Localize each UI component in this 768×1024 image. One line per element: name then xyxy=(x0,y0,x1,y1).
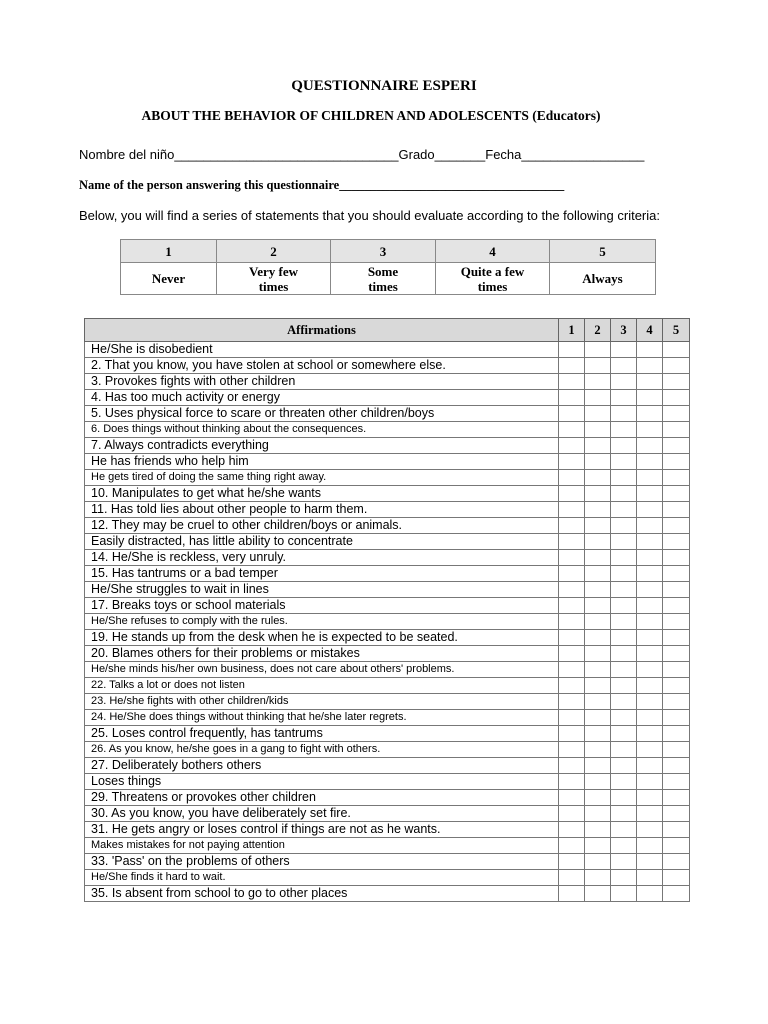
criteria-label: Some times xyxy=(331,263,436,295)
affirmation-text: He gets tired of doing the same thing right away. xyxy=(85,470,559,486)
score-cell[interactable] xyxy=(585,390,611,406)
score-cell[interactable] xyxy=(559,406,585,422)
score-cell[interactable] xyxy=(637,742,663,758)
score-cell[interactable] xyxy=(585,358,611,374)
score-cell[interactable] xyxy=(559,342,585,358)
score-cell[interactable] xyxy=(663,742,690,758)
affirmation-text: 23. He/she fights with other children/kids xyxy=(85,694,559,710)
score-cell[interactable] xyxy=(637,806,663,822)
score-cell[interactable] xyxy=(611,774,637,790)
score-cell[interactable] xyxy=(663,886,690,902)
score-cell[interactable] xyxy=(663,422,690,438)
score-cell[interactable] xyxy=(611,678,637,694)
score-cell[interactable] xyxy=(637,486,663,502)
affirmation-text: Makes mistakes for not paying attention xyxy=(85,838,559,854)
score-cell[interactable] xyxy=(585,646,611,662)
score-cell[interactable] xyxy=(559,886,585,902)
score-cell[interactable] xyxy=(637,454,663,470)
score-cell[interactable] xyxy=(611,550,637,566)
score-cell[interactable] xyxy=(585,662,611,678)
score-cell[interactable] xyxy=(611,374,637,390)
score-cell[interactable] xyxy=(611,406,637,422)
affirmation-row xyxy=(85,598,690,614)
affirmation-text: He/She refuses to comply with the rules. xyxy=(85,614,559,630)
affirmation-row xyxy=(85,422,690,438)
score-cell[interactable] xyxy=(637,566,663,582)
score-cell[interactable] xyxy=(559,390,585,406)
score-cell[interactable] xyxy=(663,502,690,518)
affirmation-text: 31. He gets angry or loses control if things are not as he wants. xyxy=(85,822,559,838)
score-cell[interactable] xyxy=(611,454,637,470)
affirmation-row xyxy=(85,758,690,774)
score-cell[interactable] xyxy=(663,822,690,838)
affirmation-row xyxy=(85,470,690,486)
score-cell[interactable] xyxy=(585,422,611,438)
respondent-name-line: Name of the person answering this questionnaire____________________________________ xyxy=(79,178,565,192)
affirmation-row xyxy=(85,486,690,502)
affirmation-row xyxy=(85,550,690,566)
affirmation-row xyxy=(85,534,690,550)
score-cell[interactable] xyxy=(611,566,637,582)
score-cell[interactable] xyxy=(611,694,637,710)
score-cell[interactable] xyxy=(637,470,663,486)
score-cell[interactable] xyxy=(637,854,663,870)
score-cell[interactable] xyxy=(585,374,611,390)
score-cell[interactable] xyxy=(663,486,690,502)
affirmation-text: 14. He/She is reckless, very unruly. xyxy=(85,550,559,566)
affirmation-row xyxy=(85,374,690,390)
score-cell[interactable] xyxy=(611,806,637,822)
score-cell[interactable] xyxy=(611,646,637,662)
affirmation-text: 30. As you know, you have deliberately set fire. xyxy=(85,806,559,822)
page-title: QUESTIONNAIRE ESPERI xyxy=(291,78,477,94)
score-cell[interactable] xyxy=(585,854,611,870)
score-cell[interactable] xyxy=(663,710,690,726)
score-cell[interactable] xyxy=(585,486,611,502)
score-cell[interactable] xyxy=(663,870,690,886)
affirmation-row xyxy=(85,582,690,598)
criteria-number: 3 xyxy=(331,240,436,263)
score-cell[interactable] xyxy=(663,614,690,630)
score-cell[interactable] xyxy=(559,502,585,518)
score-cell[interactable] xyxy=(637,614,663,630)
score-cell[interactable] xyxy=(585,774,611,790)
affirmation-row xyxy=(85,406,690,422)
score-cell[interactable] xyxy=(559,614,585,630)
score-cell[interactable] xyxy=(585,790,611,806)
score-cell[interactable] xyxy=(559,678,585,694)
score-cell[interactable] xyxy=(559,822,585,838)
score-cell[interactable] xyxy=(663,662,690,678)
affirmation-row xyxy=(85,870,690,886)
affirmation-text: 7. Always contradicts everything xyxy=(85,438,559,454)
score-cell[interactable] xyxy=(585,502,611,518)
affirmations-table xyxy=(84,318,690,902)
affirmation-row xyxy=(85,646,690,662)
child-info-line: Nombre del niño_______________________________Grado_______Fecha_________________ xyxy=(79,147,645,162)
score-cell[interactable] xyxy=(559,422,585,438)
score-cell[interactable] xyxy=(611,726,637,742)
score-cell[interactable] xyxy=(611,534,637,550)
score-cell[interactable] xyxy=(663,758,690,774)
affirmation-text: 17. Breaks toys or school materials xyxy=(85,598,559,614)
score-cell[interactable] xyxy=(663,854,690,870)
score-cell[interactable] xyxy=(559,646,585,662)
affirmation-text: He/she minds his/her own business, does not care about others' problems. xyxy=(85,662,559,678)
score-cell[interactable] xyxy=(663,358,690,374)
score-cell[interactable] xyxy=(585,566,611,582)
score-column-header: 1 xyxy=(559,319,585,342)
score-cell[interactable] xyxy=(611,662,637,678)
score-cell[interactable] xyxy=(559,454,585,470)
score-cell[interactable] xyxy=(637,598,663,614)
affirmation-text: 33. 'Pass' on the problems of others xyxy=(85,854,559,870)
score-cell[interactable] xyxy=(663,342,690,358)
score-cell[interactable] xyxy=(637,390,663,406)
score-cell[interactable] xyxy=(663,598,690,614)
score-cell[interactable] xyxy=(637,870,663,886)
affirmation-text: 5. Uses physical force to scare or threaten other children/boys xyxy=(85,406,559,422)
score-cell[interactable] xyxy=(611,790,637,806)
affirmation-text: He/She is disobedient xyxy=(85,342,559,358)
score-cell[interactable] xyxy=(663,454,690,470)
score-cell[interactable] xyxy=(585,438,611,454)
score-cell[interactable] xyxy=(585,598,611,614)
score-cell[interactable] xyxy=(611,614,637,630)
affirmation-text: He/She struggles to wait in lines xyxy=(85,582,559,598)
score-cell[interactable] xyxy=(585,806,611,822)
score-cell[interactable] xyxy=(559,870,585,886)
score-cell[interactable] xyxy=(585,534,611,550)
score-cell[interactable] xyxy=(637,886,663,902)
score-cell[interactable] xyxy=(559,806,585,822)
affirmation-row xyxy=(85,726,690,742)
score-cell[interactable] xyxy=(585,518,611,534)
score-cell[interactable] xyxy=(559,566,585,582)
score-cell[interactable] xyxy=(585,694,611,710)
affirmation-row xyxy=(85,390,690,406)
affirmation-text: 12. They may be cruel to other children/boys or animals. xyxy=(85,518,559,534)
criteria-number: 2 xyxy=(217,240,331,263)
score-cell[interactable] xyxy=(663,774,690,790)
score-cell[interactable] xyxy=(585,870,611,886)
score-cell[interactable] xyxy=(585,710,611,726)
score-cell[interactable] xyxy=(663,806,690,822)
score-cell[interactable] xyxy=(637,342,663,358)
affirmation-row xyxy=(85,678,690,694)
score-cell[interactable] xyxy=(559,358,585,374)
affirmation-row xyxy=(85,854,690,870)
affirmation-row xyxy=(85,662,690,678)
score-cell[interactable] xyxy=(585,758,611,774)
score-cell[interactable] xyxy=(663,390,690,406)
score-cell[interactable] xyxy=(637,438,663,454)
score-cell[interactable] xyxy=(637,374,663,390)
affirmation-row xyxy=(85,566,690,582)
criteria-number: 1 xyxy=(121,240,217,263)
affirmation-row xyxy=(85,358,690,374)
score-cell[interactable] xyxy=(611,710,637,726)
score-cell[interactable] xyxy=(559,854,585,870)
affirmation-text: 19. He stands up from the desk when he is expected to be seated. xyxy=(85,630,559,646)
score-cell[interactable] xyxy=(611,598,637,614)
score-cell[interactable] xyxy=(637,822,663,838)
criteria-table xyxy=(120,239,656,295)
score-cell[interactable] xyxy=(559,518,585,534)
score-cell[interactable] xyxy=(637,678,663,694)
score-cell[interactable] xyxy=(663,678,690,694)
score-cell[interactable] xyxy=(611,870,637,886)
score-cell[interactable] xyxy=(611,822,637,838)
score-cell[interactable] xyxy=(559,550,585,566)
score-cell[interactable] xyxy=(663,790,690,806)
score-cell[interactable] xyxy=(611,518,637,534)
score-cell[interactable] xyxy=(611,342,637,358)
affirmation-row xyxy=(85,790,690,806)
score-cell[interactable] xyxy=(637,518,663,534)
score-cell[interactable] xyxy=(559,582,585,598)
score-cell[interactable] xyxy=(663,726,690,742)
score-cell[interactable] xyxy=(611,390,637,406)
score-cell[interactable] xyxy=(637,630,663,646)
affirmation-row xyxy=(85,710,690,726)
score-cell[interactable] xyxy=(637,646,663,662)
score-cell[interactable] xyxy=(585,342,611,358)
score-cell[interactable] xyxy=(585,630,611,646)
score-cell[interactable] xyxy=(663,406,690,422)
affirmation-row xyxy=(85,454,690,470)
score-cell[interactable] xyxy=(663,646,690,662)
score-cell[interactable] xyxy=(611,422,637,438)
score-cell[interactable] xyxy=(637,838,663,854)
score-cell[interactable] xyxy=(611,486,637,502)
score-cell[interactable] xyxy=(559,438,585,454)
affirmation-text: 35. Is absent from school to go to other places xyxy=(85,886,559,902)
score-column-header: 2 xyxy=(585,319,611,342)
score-cell[interactable] xyxy=(663,838,690,854)
score-cell[interactable] xyxy=(585,822,611,838)
score-cell[interactable] xyxy=(637,710,663,726)
affirmation-text: 20. Blames others for their problems or mistakes xyxy=(85,646,559,662)
affirmation-text: 27. Deliberately bothers others xyxy=(85,758,559,774)
affirmation-text: 10. Manipulates to get what he/she wants xyxy=(85,486,559,502)
affirmation-text: 3. Provokes fights with other children xyxy=(85,374,559,390)
score-cell[interactable] xyxy=(559,598,585,614)
score-cell[interactable] xyxy=(663,518,690,534)
score-cell[interactable] xyxy=(637,422,663,438)
criteria-label: Never xyxy=(121,263,217,295)
affirmation-row xyxy=(85,694,690,710)
score-column-header: 4 xyxy=(637,319,663,342)
affirmation-row xyxy=(85,742,690,758)
score-cell[interactable] xyxy=(585,582,611,598)
score-cell[interactable] xyxy=(663,470,690,486)
score-cell[interactable] xyxy=(585,838,611,854)
affirmation-row xyxy=(85,886,690,902)
score-cell[interactable] xyxy=(637,358,663,374)
score-cell[interactable] xyxy=(611,758,637,774)
score-cell[interactable] xyxy=(611,582,637,598)
score-cell[interactable] xyxy=(611,742,637,758)
score-cell[interactable] xyxy=(559,470,585,486)
score-cell[interactable] xyxy=(663,582,690,598)
score-cell[interactable] xyxy=(663,534,690,550)
score-cell[interactable] xyxy=(663,566,690,582)
criteria-label: Quite a few times xyxy=(436,263,550,295)
score-cell[interactable] xyxy=(637,726,663,742)
score-cell[interactable] xyxy=(559,790,585,806)
affirmation-text: 29. Threatens or provokes other children xyxy=(85,790,559,806)
score-cell[interactable] xyxy=(611,358,637,374)
score-column-header: 3 xyxy=(611,319,637,342)
page-subtitle: ABOUT THE BEHAVIOR OF CHILDREN AND ADOLESCENTS (Educators) xyxy=(141,108,601,123)
criteria-label: Very few times xyxy=(217,263,331,295)
score-cell[interactable] xyxy=(611,630,637,646)
score-cell[interactable] xyxy=(637,406,663,422)
score-cell[interactable] xyxy=(585,886,611,902)
affirmation-text: 24. He/She does things without thinking that he/she later regrets. xyxy=(85,710,559,726)
score-cell[interactable] xyxy=(611,854,637,870)
score-cell[interactable] xyxy=(559,662,585,678)
affirmation-text: Easily distracted, has little ability to concentrate xyxy=(85,534,559,550)
score-cell[interactable] xyxy=(611,886,637,902)
affirmation-row xyxy=(85,838,690,854)
affirmation-text: 25. Loses control frequently, has tantrums xyxy=(85,726,559,742)
affirmation-row xyxy=(85,774,690,790)
criteria-number: 5 xyxy=(550,240,656,263)
affirmation-text: 22. Talks a lot or does not listen xyxy=(85,678,559,694)
score-cell[interactable] xyxy=(637,662,663,678)
affirmation-row xyxy=(85,502,690,518)
score-cell[interactable] xyxy=(585,470,611,486)
score-cell[interactable] xyxy=(585,406,611,422)
criteria-number: 4 xyxy=(436,240,550,263)
score-cell[interactable] xyxy=(637,694,663,710)
affirmation-text: He/She finds it hard to wait. xyxy=(85,870,559,886)
score-cell[interactable] xyxy=(611,502,637,518)
affirmation-row xyxy=(85,342,690,358)
affirmation-row xyxy=(85,822,690,838)
score-cell[interactable] xyxy=(559,534,585,550)
score-cell[interactable] xyxy=(559,486,585,502)
score-cell[interactable] xyxy=(663,374,690,390)
score-cell[interactable] xyxy=(585,678,611,694)
score-cell[interactable] xyxy=(611,838,637,854)
score-cell[interactable] xyxy=(663,630,690,646)
score-cell[interactable] xyxy=(637,774,663,790)
score-cell[interactable] xyxy=(559,838,585,854)
affirmation-row xyxy=(85,630,690,646)
score-cell[interactable] xyxy=(585,550,611,566)
score-cell[interactable] xyxy=(637,502,663,518)
score-cell[interactable] xyxy=(585,614,611,630)
score-cell[interactable] xyxy=(585,742,611,758)
score-cell[interactable] xyxy=(559,630,585,646)
score-cell[interactable] xyxy=(585,726,611,742)
score-cell[interactable] xyxy=(663,694,690,710)
score-column-header: 5 xyxy=(663,319,690,342)
affirmation-text: Loses things xyxy=(85,774,559,790)
score-cell[interactable] xyxy=(585,454,611,470)
score-cell[interactable] xyxy=(559,374,585,390)
affirmation-text: 15. Has tantrums or a bad temper xyxy=(85,566,559,582)
instruction-text: Below, you will find a series of statements that you should evaluate according to the following criteria: xyxy=(79,208,660,223)
score-cell[interactable] xyxy=(637,582,663,598)
score-cell[interactable] xyxy=(559,726,585,742)
score-cell[interactable] xyxy=(637,758,663,774)
score-cell[interactable] xyxy=(663,550,690,566)
affirmations-header: Affirmations xyxy=(85,319,559,342)
affirmation-row xyxy=(85,518,690,534)
score-cell[interactable] xyxy=(559,774,585,790)
affirmation-row xyxy=(85,614,690,630)
score-cell[interactable] xyxy=(559,742,585,758)
affirmation-row xyxy=(85,438,690,454)
score-cell[interactable] xyxy=(611,438,637,454)
score-cell[interactable] xyxy=(611,470,637,486)
score-cell[interactable] xyxy=(637,790,663,806)
affirmation-row xyxy=(85,806,690,822)
criteria-label: Always xyxy=(550,263,656,295)
score-cell[interactable] xyxy=(637,550,663,566)
score-cell[interactable] xyxy=(559,710,585,726)
affirmation-text: He has friends who help him xyxy=(85,454,559,470)
score-cell[interactable] xyxy=(663,438,690,454)
affirmation-text: 2. That you know, you have stolen at school or somewhere else. xyxy=(85,358,559,374)
score-cell[interactable] xyxy=(637,534,663,550)
affirmation-text: 4. Has too much activity or energy xyxy=(85,390,559,406)
score-cell[interactable] xyxy=(559,758,585,774)
score-cell[interactable] xyxy=(559,694,585,710)
affirmation-text: 26. As you know, he/she goes in a gang to fight with others. xyxy=(85,742,559,758)
affirmation-text: 6. Does things without thinking about the consequences. xyxy=(85,422,559,438)
affirmation-text: 11. Has told lies about other people to harm them. xyxy=(85,502,559,518)
